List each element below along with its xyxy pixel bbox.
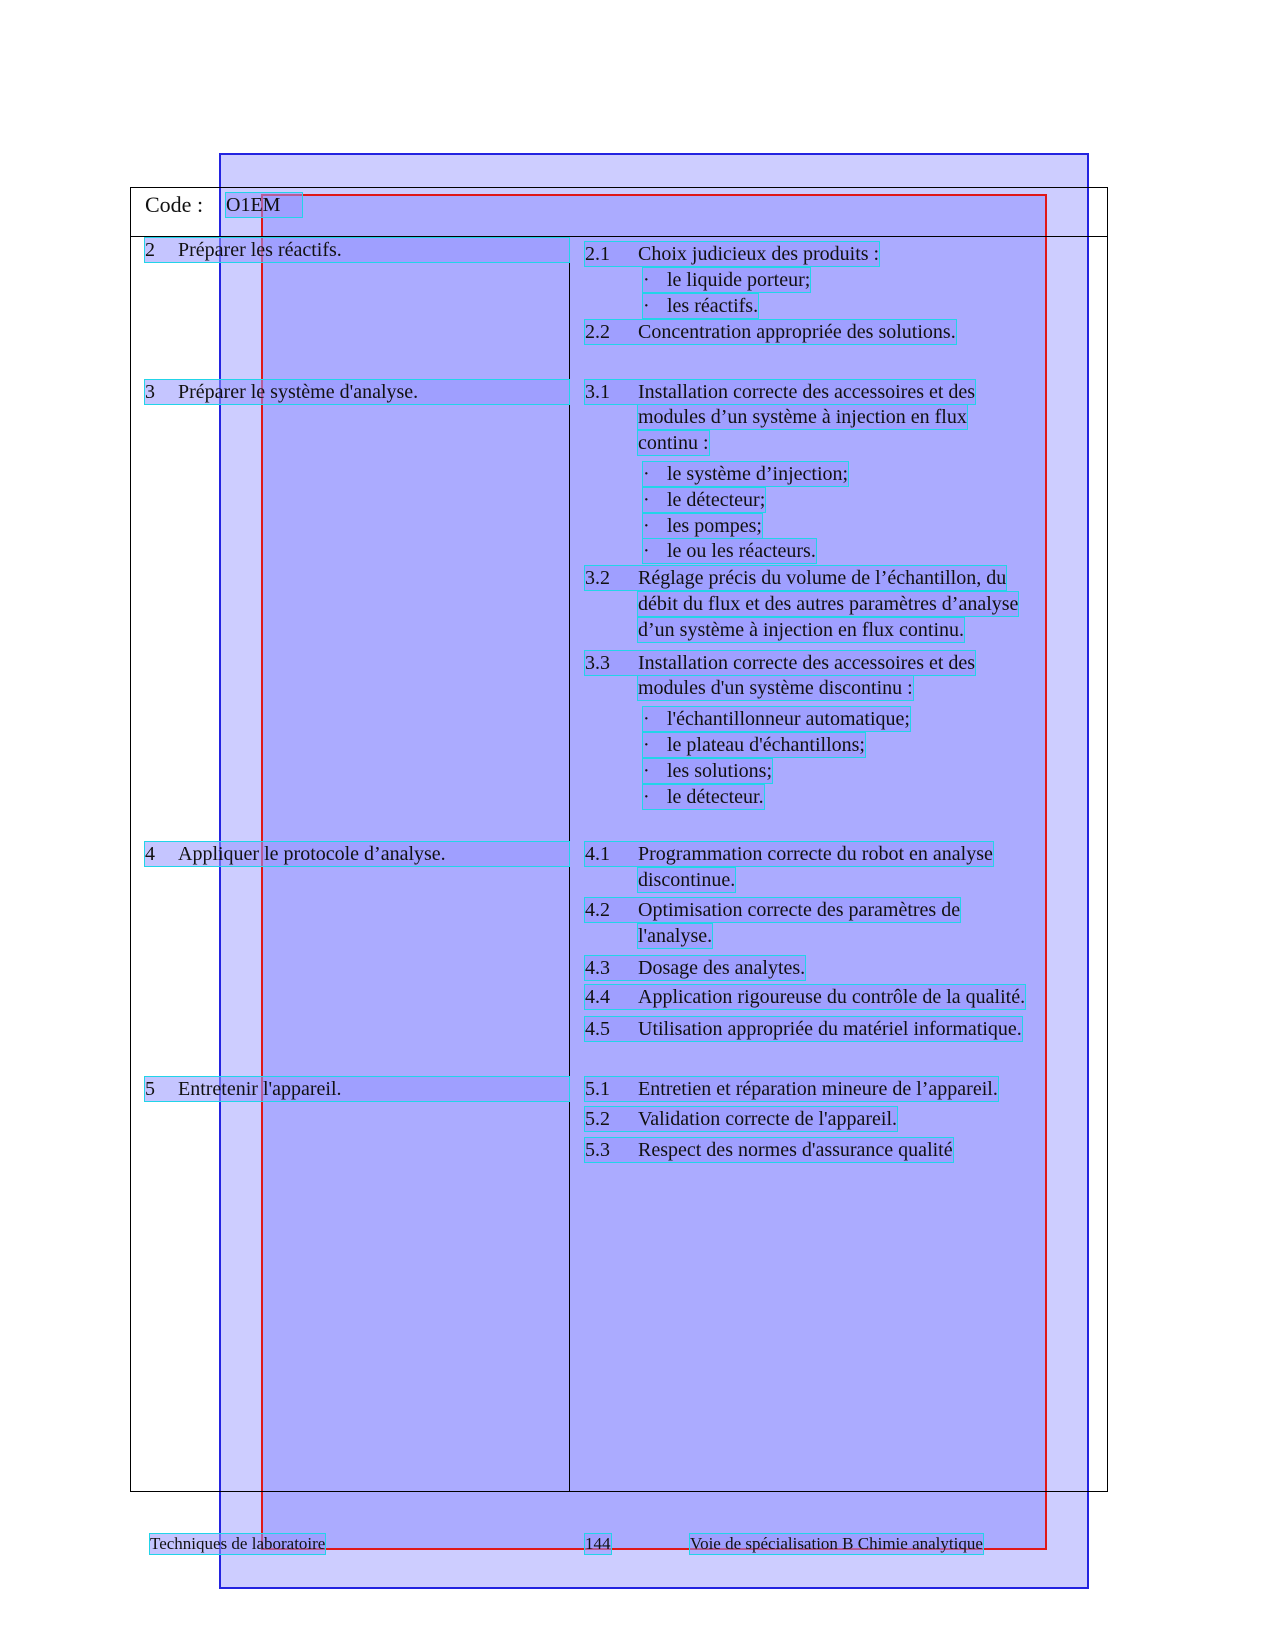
criterion-text: Choix judicieux des produits : xyxy=(638,243,880,265)
competency-text: Préparer les réactifs. xyxy=(178,239,342,261)
criterion-text: Concentration appropriée des solutions. xyxy=(638,321,956,343)
footer-right: Voie de spécialisation B Chimie analytique xyxy=(690,1534,983,1553)
criterion-4-3 xyxy=(585,956,805,980)
bullet-text: l'échantillonneur automatique; xyxy=(667,708,910,730)
criterion-2-2 xyxy=(585,320,956,344)
bullet-text: le détecteur; xyxy=(667,489,766,511)
criterion-5-1 xyxy=(585,1077,998,1101)
criterion-3-3 xyxy=(585,651,975,675)
bullet-item: · les solutions; xyxy=(643,760,773,782)
criterion-5-3 xyxy=(585,1138,953,1162)
bullet-text: les pompes; xyxy=(667,515,762,537)
bullet-item: · le liquide porteur; xyxy=(643,269,811,291)
competency-text: Appliquer le protocole d’analyse. xyxy=(178,843,446,865)
bullet-text: le ou les réacteurs. xyxy=(667,540,816,562)
criterion-text: Entretien et réparation mineure de l’appareil. xyxy=(638,1078,998,1100)
competency-2 xyxy=(145,238,569,262)
criterion-number: 3.3 xyxy=(585,652,610,674)
competency-number: 5 xyxy=(145,1078,155,1100)
criterion-number: 4.3 xyxy=(585,957,610,979)
code-value: O1EM xyxy=(226,193,302,217)
criterion-text: Respect des normes d'assurance qualité xyxy=(638,1139,953,1161)
criterion-number: 3.1 xyxy=(585,381,610,403)
competency-3 xyxy=(145,380,569,404)
competency-4 xyxy=(145,842,569,866)
criterion-number: 4.4 xyxy=(585,986,610,1008)
criterion-text: Validation correcte de l'appareil. xyxy=(638,1108,898,1130)
footer-page-number: 144 xyxy=(585,1534,611,1553)
competency-number: 2 xyxy=(145,239,155,261)
criterion-text: Utilisation appropriée du matériel informatique. xyxy=(638,1018,1022,1040)
criterion-4-2 xyxy=(585,898,960,922)
criterion-4-4 xyxy=(585,985,1025,1009)
criterion-2-1 xyxy=(585,242,879,266)
criterion-4-5 xyxy=(585,1017,1022,1041)
criterion-3-1 xyxy=(585,380,975,404)
bullet-text: les réactifs. xyxy=(667,295,759,317)
criterion-number: 4.5 xyxy=(585,1018,610,1040)
criterion-number: 2.2 xyxy=(585,321,610,343)
criterion-5-2 xyxy=(585,1107,897,1131)
bullet-item: · le détecteur. xyxy=(643,786,764,808)
bullet-text: les solutions; xyxy=(667,760,773,782)
criterion-3-3-line-2: modules d'un système discontinu : xyxy=(638,677,913,699)
criterion-number: 3.2 xyxy=(585,567,610,589)
competency-number: 4 xyxy=(145,843,155,865)
bullet-item: · les réactifs. xyxy=(643,295,759,317)
criterion-number: 4.1 xyxy=(585,843,610,865)
code-label: Code : xyxy=(145,192,204,217)
criterion-4-2-line-2: l'analyse. xyxy=(638,925,713,947)
column-divider xyxy=(569,237,570,1491)
criterion-4-1-line-2: discontinue. xyxy=(638,869,736,891)
header-divider xyxy=(130,236,1108,237)
criterion-number: 4.2 xyxy=(585,899,610,921)
bullet-item: · les pompes; xyxy=(643,515,762,537)
criterion-text: Installation correcte des accessoires et des xyxy=(638,652,976,674)
criterion-3-2 xyxy=(585,566,1006,590)
criterion-4-1 xyxy=(585,842,993,866)
criterion-text: Dosage des analytes. xyxy=(638,957,806,979)
criterion-text: Programmation correcte du robot en analyse xyxy=(638,843,993,865)
criterion-text: Installation correcte des accessoires et des xyxy=(638,381,976,403)
bullet-item: · le détecteur; xyxy=(643,489,766,511)
bullet-text: le détecteur. xyxy=(667,786,764,808)
bullet-item: · le ou les réacteurs. xyxy=(643,540,816,562)
bullet-text: le plateau d'échantillons; xyxy=(667,734,865,756)
bullet-item: · le plateau d'échantillons; xyxy=(643,734,865,756)
bullet-text: le système d’injection; xyxy=(667,463,849,485)
bullet-text: le liquide porteur; xyxy=(667,269,811,291)
criterion-3-1-line-3: continu : xyxy=(638,432,709,454)
criterion-3-2-line-2: débit du flux et des autres paramètres d’analyse xyxy=(638,593,1019,615)
footer-left: Techniques de laboratoire xyxy=(150,1534,326,1553)
criterion-text: Optimisation correcte des paramètres de xyxy=(638,899,961,921)
criterion-3-1-line-2: modules d’un système à injection en flux xyxy=(638,406,967,428)
criterion-text: Réglage précis du volume de l’échantillon, du xyxy=(638,567,1007,589)
criterion-number: 5.2 xyxy=(585,1108,610,1130)
criterion-text: Application rigoureuse du contrôle de la qualité. xyxy=(638,986,1026,1008)
bullet-item: · le système d’injection; xyxy=(643,463,849,485)
competency-text: Entretenir l'appareil. xyxy=(178,1078,342,1100)
competency-5 xyxy=(145,1077,569,1101)
competency-text: Préparer le système d'analyse. xyxy=(178,381,419,403)
bullet-item: · l'échantillonneur automatique; xyxy=(643,708,910,730)
competency-number: 3 xyxy=(145,381,155,403)
criterion-3-2-line-3: d’un système à injection en flux continu. xyxy=(638,619,965,641)
criterion-number: 2.1 xyxy=(585,243,610,265)
criterion-number: 5.1 xyxy=(585,1078,610,1100)
criterion-number: 5.3 xyxy=(585,1139,610,1161)
